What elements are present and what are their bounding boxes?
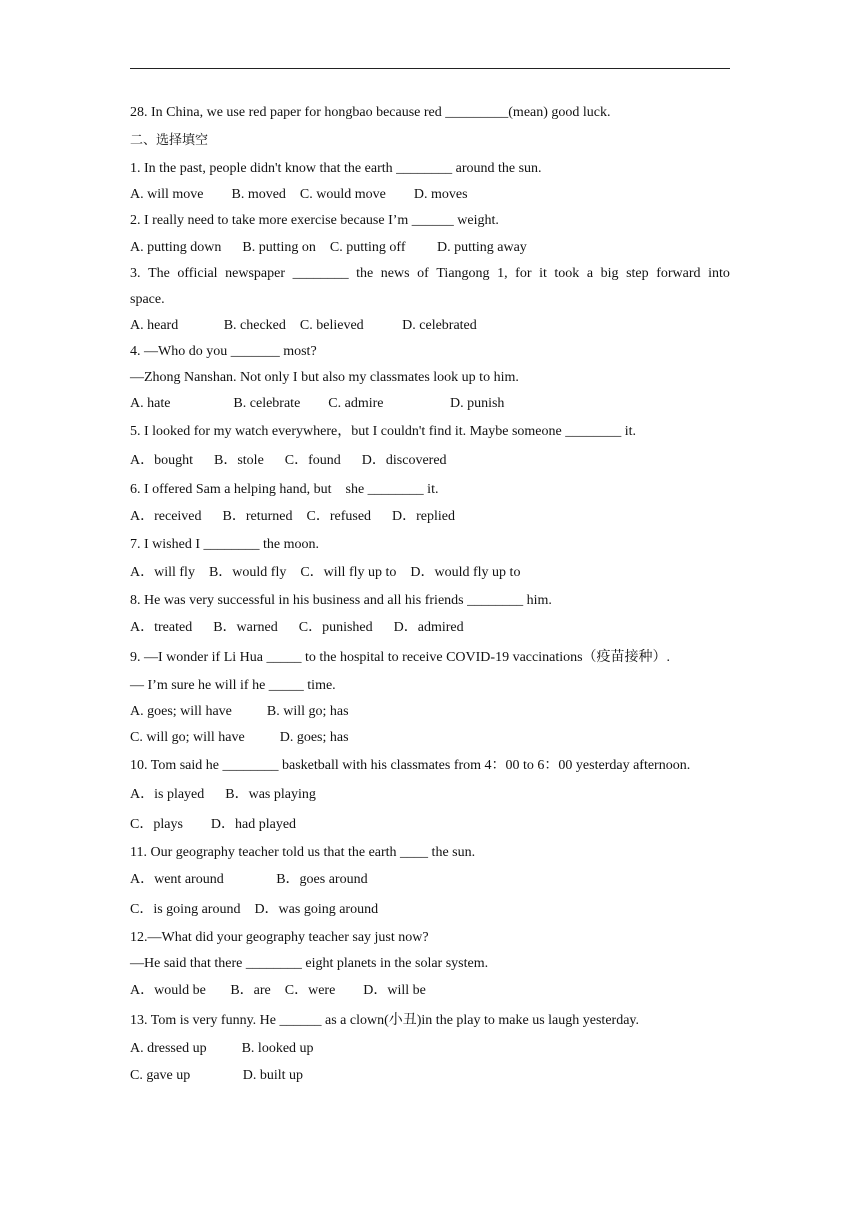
q13-options-1: A. dressed up B. looked up [130, 1041, 314, 1056]
q5-options: A．bought B．stole C．found D．discovered [130, 453, 447, 468]
q5-text: 5. I looked for my watch everywhere，but I couldn't find it. Maybe someone ________ it. [130, 424, 637, 439]
q12-options: A．would be B．are C．were D．will be [130, 983, 426, 998]
q3-word: for [515, 266, 532, 281]
q11-options-1: A．went around B．goes around [130, 872, 368, 887]
q3-text [130, 266, 730, 282]
q11-text: 11. Our geography teacher told us that the earth ____ the sun. [130, 845, 476, 860]
q8-options: A．treated B．warned C．punished D．admired [130, 620, 464, 635]
q4-options: A. hate B. celebrate C. admire D. punish [130, 396, 505, 411]
q3-text-cont: space. [130, 292, 165, 307]
q1-text: 1. In the past, people didn't know that the earth ________ around the sun. [130, 161, 542, 176]
q9-options-2: C. will go; will have D. goes; has [130, 730, 349, 745]
q13-text: 13. Tom is very funny. He ______ as a clown(小丑)in the play to make us laugh yesterday. [130, 1013, 640, 1028]
q3-word: 3. [130, 266, 141, 281]
section-heading: 二、选择填空 [130, 133, 209, 148]
q3-word: forward [656, 266, 701, 281]
q3-word: Tiangong [436, 266, 490, 281]
q7-options: A．will fly B．would fly C．will fly up to D．would fly up to [130, 565, 521, 580]
q3-word: it [539, 266, 547, 281]
q3-word: of [417, 266, 429, 281]
q13-options-2: C. gave up D. built up [130, 1068, 304, 1083]
q9-response: — I’m sure he will if he _____ time. [130, 678, 336, 693]
q3-word: newspaper [225, 266, 285, 281]
q10-options-1: A．is played B．was playing [130, 787, 316, 802]
q3-options: A. heard B. checked C. believed D. celebrated [130, 318, 477, 333]
q3-word: 1, [497, 266, 508, 281]
q3-word: into [708, 266, 730, 281]
q3-word: the [356, 266, 374, 281]
q3-word: ________ [292, 266, 349, 281]
q1-options: A. will move B. moved C. would move D. moves [130, 187, 468, 202]
q10-text: 10. Tom said he ________ basketball with his classmates from 4：00 to 6：00 yesterday afternoon. [130, 758, 691, 773]
q3-word: The [148, 266, 170, 281]
q3-word: step [626, 266, 649, 281]
q2-options: A. putting down B. putting on C. putting off D. putting away [130, 240, 527, 255]
q4-response: —Zhong Nanshan. Not only I but also my classmates look up to him. [130, 370, 519, 385]
q3-word: official [177, 266, 218, 281]
q9-options-1: A. goes; will have B. will go; has [130, 704, 349, 719]
q28-text: 28. In China, we use red paper for hongbao because red _________(mean) good luck. [130, 105, 611, 120]
q6-options: A．received B．returned C．refused D．replied [130, 509, 456, 524]
q3-word: news [380, 266, 410, 281]
q6-text: 6. I offered Sam a helping hand, but she ________ it. [130, 482, 439, 497]
q9-text: 9. —I wonder if Li Hua _____ to the hospital to receive COVID-19 vaccinations（疫苗接种）. [130, 650, 671, 665]
q12-text: 12.—What did your geography teacher say just now? [130, 930, 429, 945]
q2-text: 2. I really need to take more exercise because I’m ______ weight. [130, 213, 499, 228]
q4-text: 4. —Who do you _______ most? [130, 344, 317, 359]
q3-word: took [554, 266, 580, 281]
q3-word: big [600, 266, 619, 281]
q3-word: a [586, 266, 594, 281]
header-rule [130, 68, 730, 69]
q8-text: 8. He was very successful in his business and all his friends ________ him. [130, 593, 552, 608]
q11-options-2: C．is going around D．was going around [130, 902, 379, 917]
q10-options-2: C．plays D．had played [130, 817, 297, 832]
q12-response: —He said that there ________ eight planets in the solar system. [130, 956, 489, 971]
q7-text: 7. I wished I ________ the moon. [130, 537, 319, 552]
